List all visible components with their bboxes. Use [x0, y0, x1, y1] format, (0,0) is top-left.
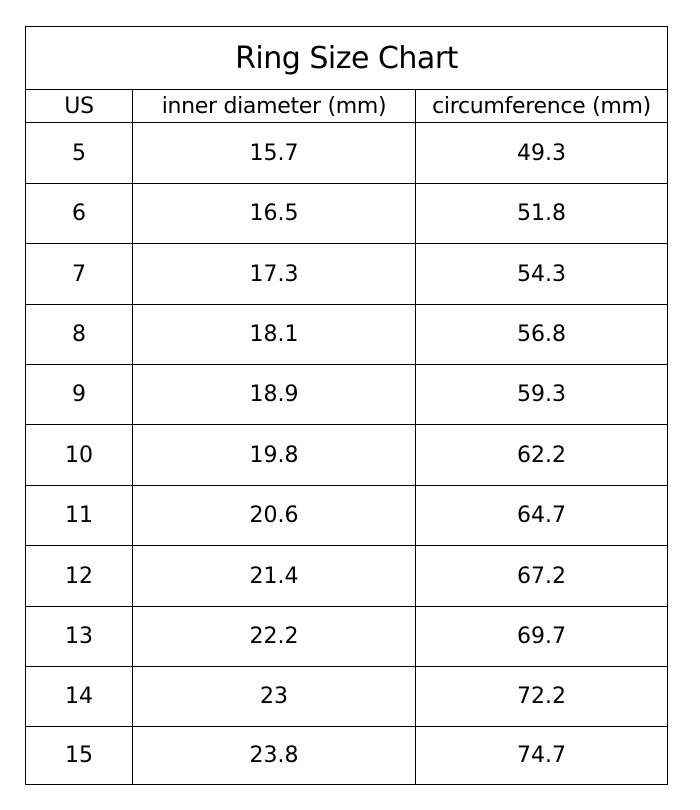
inner-diameter: 19.8 — [133, 425, 416, 485]
table-row — [26, 667, 667, 727]
inner-diameter: 16.5 — [133, 184, 416, 243]
table-row — [26, 425, 667, 486]
inner-diameter: 20.6 — [133, 486, 416, 545]
table-row — [26, 607, 667, 667]
header-row — [26, 90, 667, 123]
circumference: 69.7 — [517, 624, 566, 649]
circumference: 51.8 — [517, 201, 566, 226]
circumference: 74.7 — [517, 743, 566, 768]
us-size: 6 — [26, 184, 133, 243]
circumference: 72.2 — [517, 684, 566, 709]
us-size: 8 — [26, 305, 133, 364]
circumference: 59.3 — [517, 382, 566, 407]
circumference: 54.3 — [517, 261, 566, 287]
table-row — [26, 244, 667, 305]
us-size: 9 — [26, 365, 133, 424]
circumference: 56.8 — [517, 322, 566, 347]
header-circumference: circumference (mm) — [432, 93, 651, 119]
header-us: US — [26, 90, 133, 122]
table-row — [26, 486, 667, 546]
us-size: 15 — [26, 727, 133, 784]
us-size: 7 — [26, 244, 133, 304]
table-row — [26, 365, 667, 425]
circumference: 49.3 — [517, 140, 566, 166]
circumference: 64.7 — [517, 503, 566, 528]
inner-diameter: 22.2 — [133, 607, 416, 666]
ring-size-table — [25, 26, 668, 785]
circumference: 62.2 — [517, 442, 566, 468]
inner-diameter: 23 — [133, 667, 416, 726]
table-row — [26, 305, 667, 365]
circumference: 67.2 — [517, 563, 566, 589]
us-size: 10 — [26, 425, 133, 485]
us-size: 5 — [26, 123, 133, 183]
us-size: 14 — [26, 667, 133, 726]
table-row — [26, 727, 667, 784]
table-title: Ring Size Chart — [26, 27, 667, 90]
us-size: 13 — [26, 607, 133, 666]
us-size: 12 — [26, 546, 133, 606]
inner-diameter: 21.4 — [133, 546, 416, 606]
inner-diameter: 18.9 — [133, 365, 416, 424]
table-row — [26, 184, 667, 244]
table-row — [26, 546, 667, 607]
header-inner-diameter: inner diameter (mm) — [133, 90, 416, 122]
inner-diameter: 15.7 — [133, 123, 416, 183]
inner-diameter: 23.8 — [133, 727, 416, 784]
inner-diameter: 18.1 — [133, 305, 416, 364]
us-size: 11 — [26, 486, 133, 545]
table-row — [26, 123, 667, 184]
inner-diameter: 17.3 — [133, 244, 416, 304]
